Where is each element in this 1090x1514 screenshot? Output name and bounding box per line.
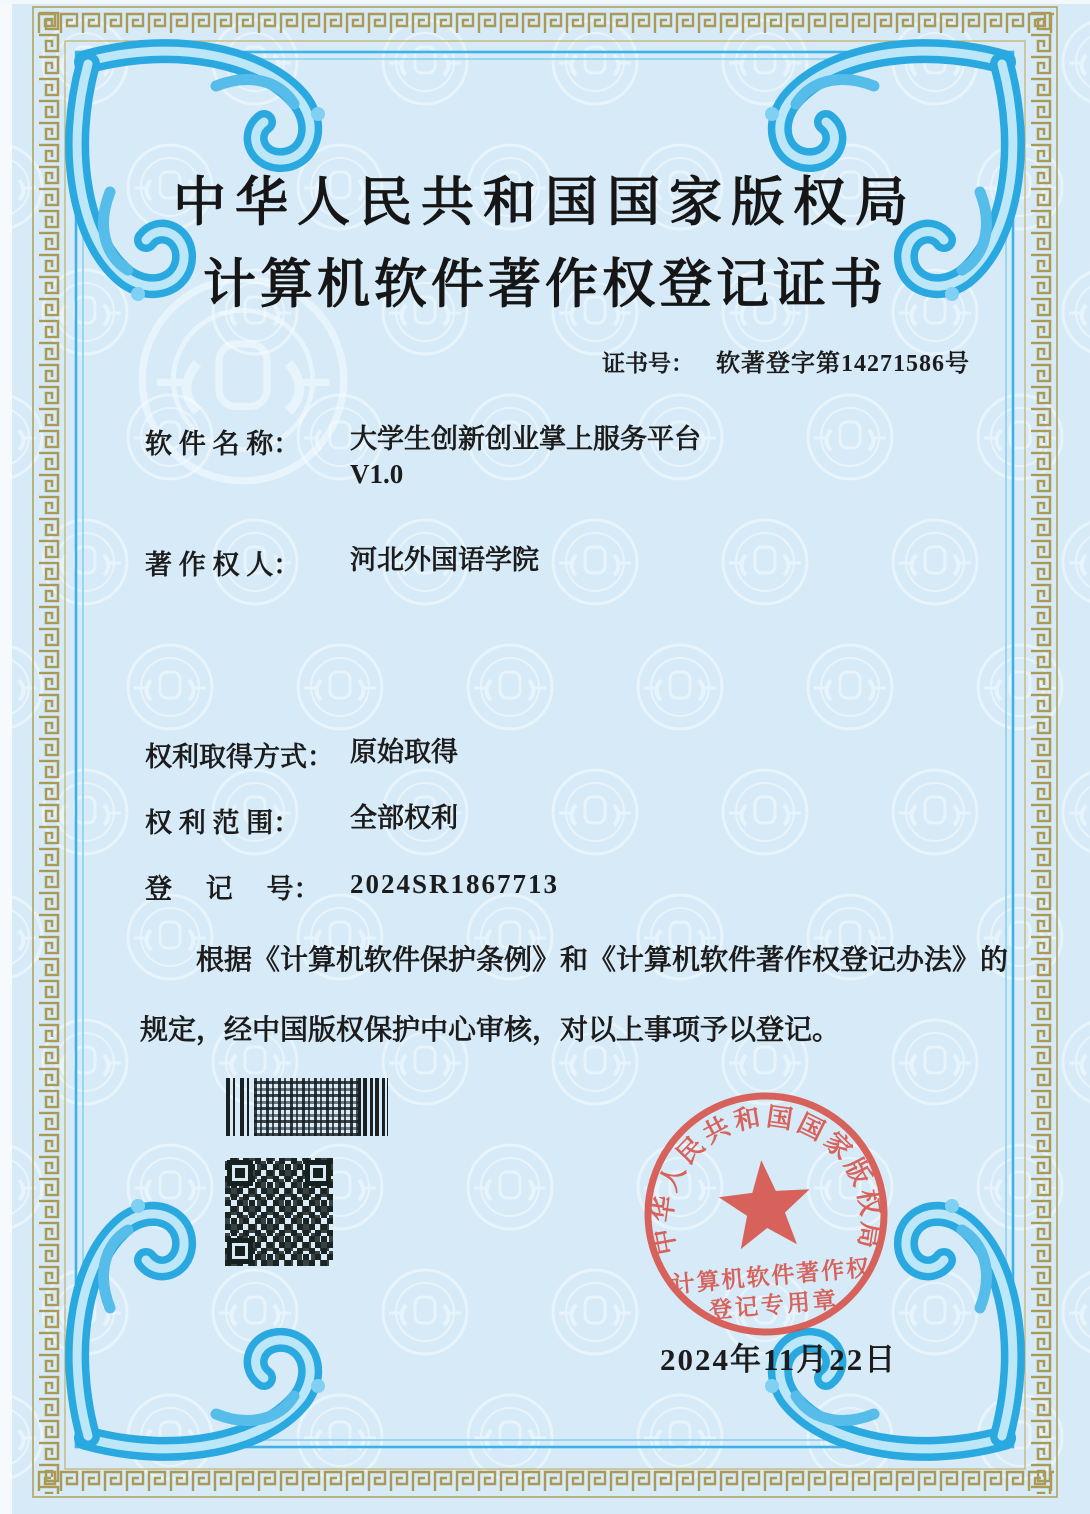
qr-code xyxy=(225,1158,333,1266)
cert-number-value: 软著登字第14271586号 xyxy=(716,351,970,377)
document-type-title: 计算机软件著作权登记证书 xyxy=(203,256,887,314)
field-value-acquisition-method: 原始取得 xyxy=(350,737,458,767)
seal-ring-text: 中华人民共和国国家版权局 xyxy=(647,1102,886,1258)
statement-line-2: 规定，经中国版权保护中心审核，对以上事项予以登记。 xyxy=(140,1015,841,1046)
field-value-software-name: 大学生创新创业掌上服务平台 V1.0 xyxy=(350,424,701,489)
field-label-copyright-owner: 著 作 权 人： xyxy=(145,550,301,580)
barcode xyxy=(226,1078,388,1136)
seal-star-icon xyxy=(716,1156,814,1250)
field-label-registration-number: 登 记 号： xyxy=(145,874,321,904)
qr-finder-top-right xyxy=(305,1160,331,1186)
barcode-right-bars xyxy=(358,1078,388,1136)
field-label-software-name: 软 件 名 称： xyxy=(145,429,301,459)
field-label-rights-scope: 权 利 范 围： xyxy=(145,808,301,838)
qr-finder-bottom-left xyxy=(227,1238,253,1264)
seal-line2: 登记专用章 xyxy=(708,1287,840,1324)
field-value-copyright-owner: 河北外国语学院 xyxy=(350,545,539,575)
barcode-left-bars xyxy=(226,1078,254,1136)
authority-title: 中华人民共和国国家版权局 xyxy=(173,174,917,232)
field-value-registration-number: 2024SR1867713 xyxy=(350,869,560,899)
field-label-acquisition-method: 权利取得方式： xyxy=(145,742,334,772)
cert-number-row xyxy=(540,343,970,378)
qr-finder-top-left xyxy=(227,1160,253,1186)
seal-line1: 计算机软件著作权 xyxy=(670,1255,873,1298)
barcode-matrix xyxy=(254,1078,358,1136)
official-seal xyxy=(627,1075,904,1352)
statement-line-1: 根据《计算机软件保护条例》和《计算机软件著作权登记办法》的 xyxy=(196,945,1009,976)
issue-date: 2024年11月22日 xyxy=(660,1342,898,1377)
cert-number-label: 证书号： xyxy=(602,351,694,376)
field-value-rights-scope: 全部权利 xyxy=(350,803,458,833)
